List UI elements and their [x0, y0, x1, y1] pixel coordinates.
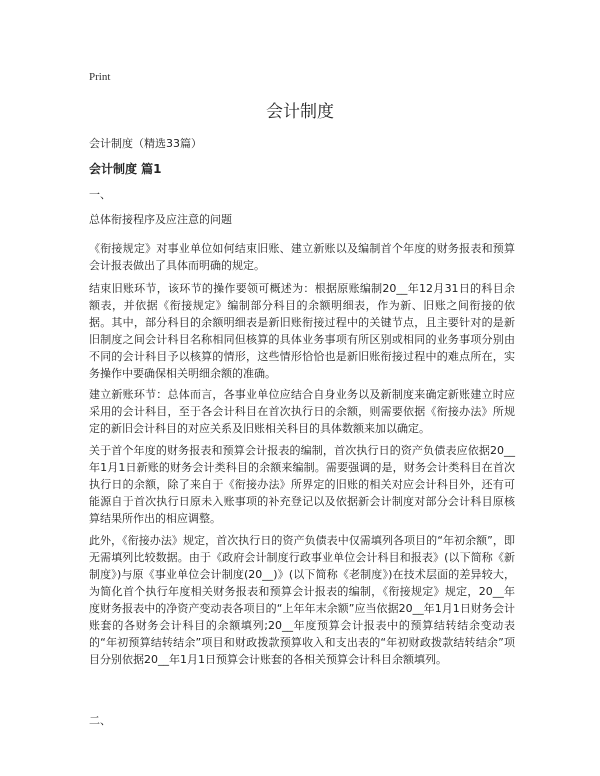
page-title: 会计制度 — [266, 102, 334, 122]
print-link[interactable]: Print — [89, 71, 111, 83]
section-heading: 会计制度 篇1 — [89, 162, 162, 176]
paragraph-3: 结束旧账环节，该环节的操作要领可概述为：根据原账编制20__年12月31日的科目余额表，并依据《衔接规定》编制部分科目的余额明细表，作为新、旧账之间衔接的依据。其中，部分科目的余额明细表是新旧账衔接过程中的关键节点，且主要针对的是新旧制度之间会计科目名称相同但核算的具体业务事项有所区别或相同的业务事项分别由不同的会计科目予以核算的情形，这些情形恰恰也是新旧账衔接过程中的难点所在，实务操作中要确保相关明细余额的准确。 — [89, 282, 515, 380]
paragraph-2: 《衔接规定》对事业单位如何结束旧账、建立新账以及编制首个年度的财务报表和预算会计报表做出了具体而明确的规定。 — [89, 242, 515, 272]
paragraph-6: 此外，《衔接办法》规定，首次执行日的资产负债表中仅需填列各项目的“年初余额”，即无需填列比较数据。由于《政府会计制度行政事业单位会计科目和报表》(以下简称《新制度》)与原《事业单位会计制度(20__)》(以下简称《老制度》)在技术层面的差异较大，为简化首个执行年度相关财务报表和预算会计报表的编制，《衔接规定》规定，20__年度财务报表中的净资产变动表各项目的“上年年末余额”应当依据20__年1月1日财务会计账套的各财务会计科目的余额填列;20__年度预算会计报表中的预算结转结余变动表的“年初预算结转结余”项目和财政拨款预算收入和支出表的“年初财政拨款结转结余”项目分别依据20__年1月1日预算会计账套的各相关预算会计科目余额填列。 — [89, 534, 515, 666]
paragraph-5: 关于首个年度的财务报表和预算会计报表的编制，首次执行日的资产负债表应依据20__年1月1日新账的财务会计类科目的余额来编制。需要强调的是，财务会计类科目在首次执行日的余额，除了来自于《衔接办法》所界定的旧账的相关对应会计科目外，还有可能源自于首次执行日原未入账事项的补充登记以及依据新会计制度对部分会计科目原核算结果所作出的相应调整。 — [89, 444, 515, 525]
document-subtitle: 会计制度（精选33篇） — [89, 137, 202, 150]
paragraph-4: 建立新账环节：总体而言，各事业单位应结合自身业务以及新制度来确定新账建立时应采用的会计科目，至于各会计科目在首次执行日的余额，则需要依据《衔接办法》所规定的新旧会计科目的对应关系及旧账相关科目的具体数额来加以确定。 — [89, 388, 515, 435]
section-marker-1: 一、 — [89, 188, 111, 201]
paragraph-1: 总体衔接程序及应注意的问题 — [89, 213, 232, 226]
section-marker-2: 二、 — [89, 714, 111, 727]
